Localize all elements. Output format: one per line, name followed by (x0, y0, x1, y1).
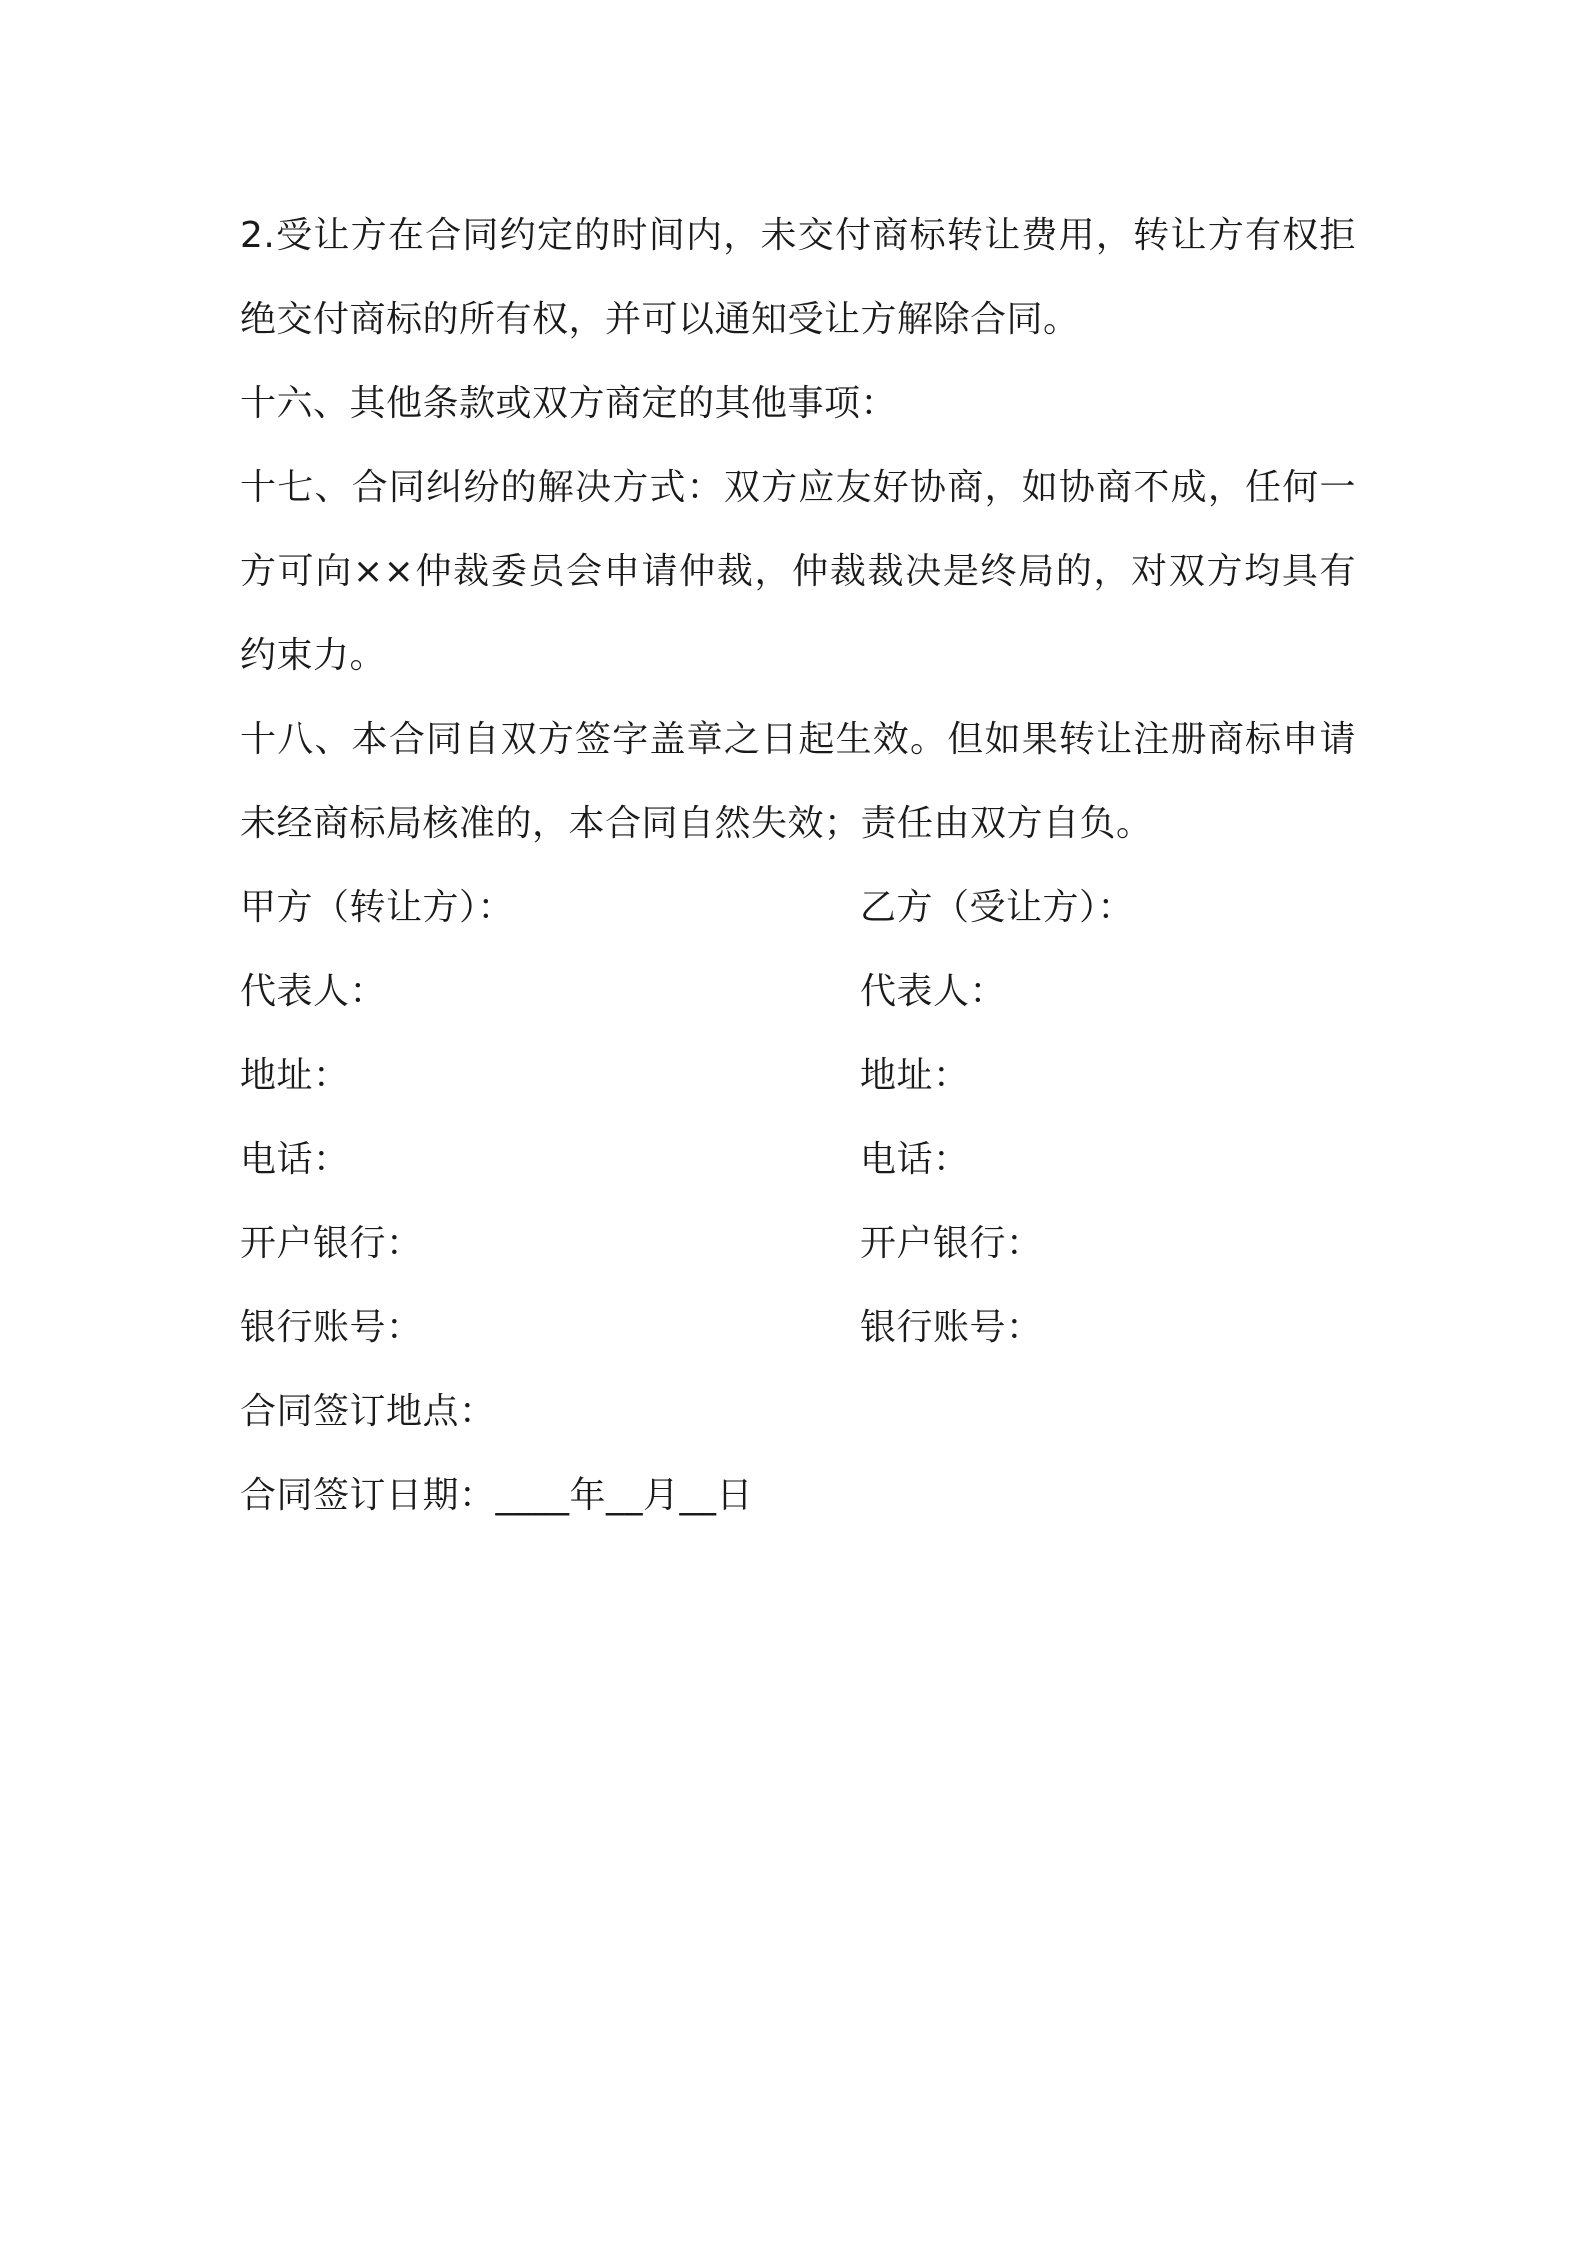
party-b-representative: 代表人： (860, 971, 1007, 1012)
party-a-phone: 电话： (240, 1139, 350, 1180)
signature-row-representative (240, 950, 1360, 1034)
party-a-account: 银行账号： (240, 1307, 423, 1348)
clause-18-line-2: 未经商标局核准的，本合同自然失效；责任由双方自负。 (240, 803, 1153, 844)
clause-15-2-line-2: 绝交付商标的所有权，并可以通知受让方解除合同。 (240, 299, 1080, 340)
signature-row-party (240, 866, 1360, 950)
party-a-bank: 开户银行： (240, 1223, 423, 1264)
party-b-account: 银行账号： (860, 1307, 1043, 1348)
clause-17-line-1: 十七、合同纠纷的解决方式：双方应友好协商，如协商不成，任何一 (240, 467, 1356, 508)
party-b-address: 地址： (860, 1055, 970, 1096)
party-a-representative: 代表人： (240, 971, 387, 1012)
document-body (240, 194, 1360, 1538)
party-b-phone: 电话： (860, 1139, 970, 1180)
signing-date: 合同签订日期：____年__月__日 (240, 1475, 754, 1516)
signature-row-address (240, 1034, 1360, 1118)
party-b-bank: 开户银行： (860, 1223, 1043, 1264)
party-a-title: 甲方（转让方）： (240, 887, 515, 928)
clause-17-line-2: 方可向××仲裁委员会申请仲裁，仲裁裁决是终局的，对双方均具有 (240, 551, 1356, 592)
clause-18-line-1: 十八、本合同自双方签字盖章之日起生效。但如果转让注册商标申请 (240, 719, 1356, 760)
clause-17-line-3: 约束力。 (240, 635, 387, 676)
party-b-title: 乙方（受让方）： (860, 887, 1135, 928)
party-a-address: 地址： (240, 1055, 350, 1096)
clause-16: 十六、其他条款或双方商定的其他事项： (240, 383, 898, 424)
signing-place: 合同签订地点： (240, 1391, 496, 1432)
clause-15-2-line-1: 2.受让方在合同约定的时间内，未交付商标转让费用，转让方有权拒 (240, 215, 1356, 256)
signature-row-phone (240, 1118, 1360, 1202)
signature-row-bank (240, 1202, 1360, 1286)
signature-row-account (240, 1286, 1360, 1370)
